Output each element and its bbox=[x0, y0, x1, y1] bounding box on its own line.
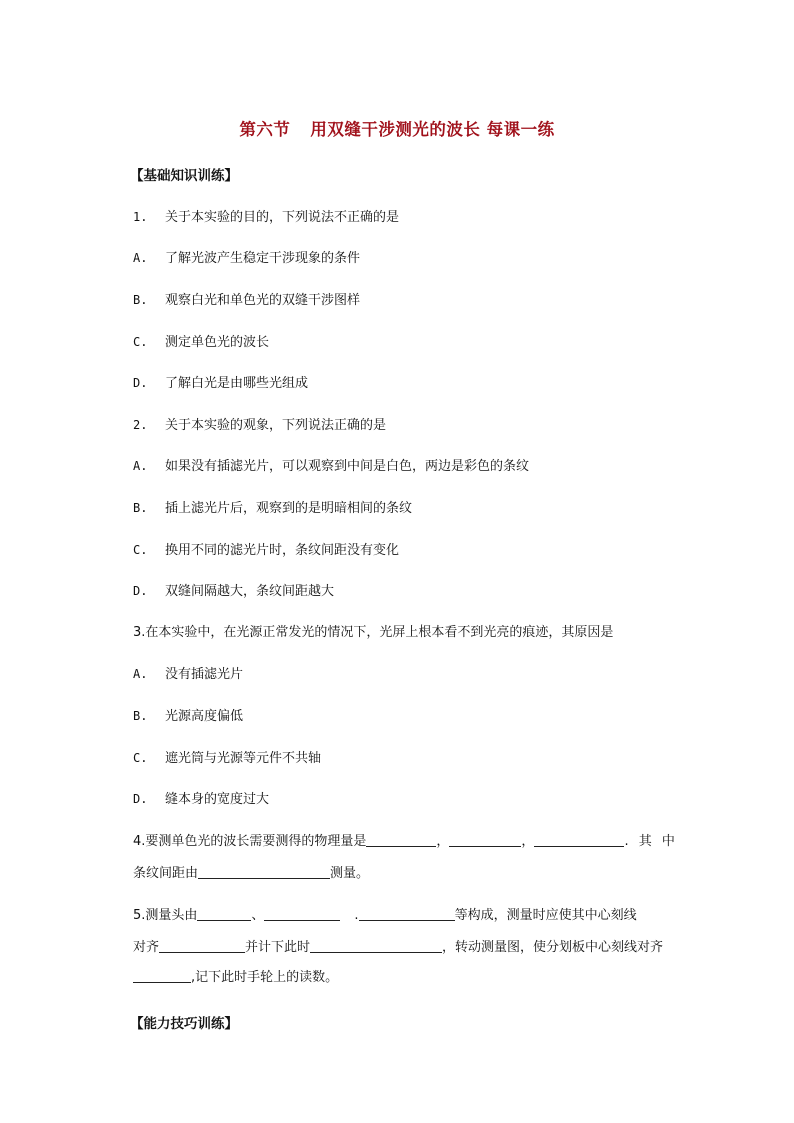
option-text: 测定单色光的波长 bbox=[165, 335, 270, 350]
answer-blank[interactable] bbox=[310, 938, 442, 953]
q1-option-b bbox=[133, 291, 360, 310]
option-text: 插上滤光片后，观察到的是明暗相间的条纹 bbox=[165, 501, 413, 516]
option-letter: A. bbox=[133, 251, 148, 265]
q5-separator: . bbox=[354, 908, 359, 923]
question-3-stem: 3.在本实验中，在光源正常发光的情况下，光屏上根本看不到光亮的痕迹，其原因是 bbox=[133, 625, 614, 640]
option-text: 没有插滤光片 bbox=[165, 667, 244, 682]
q5-text: 并计下此时 bbox=[245, 940, 311, 955]
option-letter: C. bbox=[133, 335, 148, 349]
q3-option-c bbox=[133, 749, 321, 768]
q4-text: 测量。 bbox=[330, 866, 370, 881]
q4-text: . 其 中 bbox=[624, 834, 678, 849]
q4-text: 4.要测单色光的波长需要测得的物理量是 bbox=[133, 834, 367, 849]
answer-blank[interactable] bbox=[264, 906, 340, 921]
answer-blank[interactable] bbox=[366, 832, 436, 847]
option-letter: C. bbox=[133, 751, 148, 765]
question-5-line-3 bbox=[133, 968, 681, 987]
option-text: 双缝间隔越大，条纹间距越大 bbox=[165, 584, 335, 599]
answer-blank[interactable] bbox=[359, 906, 455, 921]
q4-separator: ， bbox=[436, 834, 450, 849]
option-text: 换用不同的滤光片时，条纹间距没有变化 bbox=[165, 543, 400, 558]
page-title bbox=[0, 116, 794, 140]
question-5-line-2 bbox=[133, 938, 681, 957]
answer-blank[interactable] bbox=[197, 906, 251, 921]
option-letter: C. bbox=[133, 543, 148, 557]
title-section: 第六节 bbox=[239, 120, 291, 139]
option-text: 了解白光是由哪些光组成 bbox=[165, 376, 309, 391]
option-letter: B. bbox=[133, 293, 148, 307]
q3-option-a bbox=[133, 665, 243, 684]
q3-option-d bbox=[133, 790, 269, 809]
section-heading-basic: 【基础知识训练】 bbox=[130, 168, 238, 184]
q4-separator: ， bbox=[521, 834, 535, 849]
option-text: 观察白光和单色光的双缝干涉图样 bbox=[165, 293, 361, 308]
question-number: 1. bbox=[133, 210, 148, 224]
question-number: 2. bbox=[133, 418, 148, 432]
option-letter: B. bbox=[133, 501, 148, 515]
question-5-line-1 bbox=[133, 906, 681, 925]
section-heading-ability: 【能力技巧训练】 bbox=[130, 1016, 238, 1032]
question-4-line-1 bbox=[133, 832, 681, 851]
option-letter: B. bbox=[133, 709, 148, 723]
q3-option-b bbox=[133, 707, 243, 726]
q5-text: 对齐 bbox=[133, 940, 160, 955]
option-letter: D. bbox=[133, 584, 148, 598]
option-text: 缝本身的宽度过大 bbox=[165, 792, 270, 807]
title-main: 用双缝干涉测光的波长 每课一练 bbox=[310, 120, 555, 139]
option-text: 了解光波产生稳定干涉现象的条件 bbox=[165, 251, 361, 266]
option-letter: D. bbox=[133, 792, 148, 806]
option-letter: D. bbox=[133, 376, 148, 390]
question-2-stem bbox=[133, 416, 386, 435]
q2-option-b bbox=[133, 499, 412, 518]
q5-text: ，转动测量图，使分划板中心刻线对齐 bbox=[442, 940, 664, 955]
question-text: 关于本实验的目的，下列说法不正确的是 bbox=[165, 210, 400, 225]
option-letter: A. bbox=[133, 459, 148, 473]
question-text: 关于本实验的观象，下列说法正确的是 bbox=[165, 418, 387, 433]
option-text: 遮光筒与光源等元件不共轴 bbox=[165, 751, 322, 766]
option-letter: A. bbox=[133, 667, 148, 681]
q1-option-a bbox=[133, 249, 360, 268]
q5-text: ,记下此时手轮上的读数。 bbox=[191, 970, 339, 985]
q2-option-a bbox=[133, 457, 529, 476]
question-4-line-2 bbox=[133, 864, 681, 883]
option-text: 光源高度偏低 bbox=[165, 709, 244, 724]
q5-separator: 、 bbox=[251, 908, 265, 923]
q4-text: 条纹间距由 bbox=[133, 866, 199, 881]
q2-option-d bbox=[133, 582, 334, 601]
answer-blank[interactable] bbox=[159, 938, 245, 953]
answer-blank[interactable] bbox=[534, 832, 624, 847]
q5-text: 等构成，测量时应使其中心刻线 bbox=[454, 908, 637, 923]
q1-option-d bbox=[133, 374, 308, 393]
question-1-stem bbox=[133, 208, 399, 227]
answer-blank[interactable] bbox=[449, 832, 521, 847]
q5-text: 5.测量头由 bbox=[133, 908, 198, 923]
option-text: 如果没有插滤光片，可以观察到中间是白色，两边是彩色的条纹 bbox=[165, 459, 530, 474]
answer-blank[interactable] bbox=[133, 968, 191, 983]
q2-option-c bbox=[133, 541, 399, 560]
answer-blank[interactable] bbox=[198, 864, 330, 879]
q1-option-c bbox=[133, 333, 269, 352]
